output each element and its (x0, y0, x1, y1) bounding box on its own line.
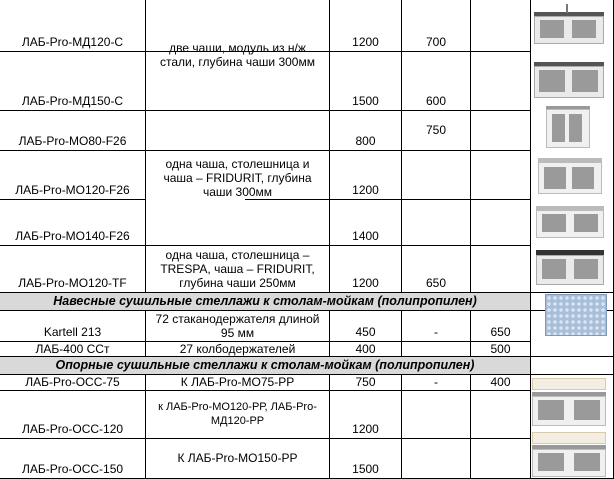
width-value: 1200 (352, 276, 379, 290)
depth-value: - (434, 325, 438, 339)
height-value: 500 (490, 341, 511, 356)
description: к ЛАБ-Pro-МО120-РР, ЛАБ-Pro-МД120-РР (158, 401, 317, 427)
width-value: 1200 (352, 422, 379, 436)
sink-image (534, 56, 604, 102)
section-header-hanging-racks: Навесные сушильные стеллажи к столам-мойкам (полипропилен) (0, 292, 530, 310)
product-code: ЛАБ-Pro-МД150-С (21, 94, 124, 108)
description: 72 стаканодержателя длиной 95 мм (155, 311, 320, 340)
product-code: ЛАБ-Pro-ОСС-120 (21, 422, 124, 436)
depth-value: 600 (425, 94, 447, 108)
width-value: 1500 (352, 94, 379, 108)
width-value: 1400 (352, 229, 379, 243)
description: К ЛАБ-Pro-МО150-РР (177, 451, 298, 465)
sink-rack-image (532, 432, 606, 476)
sink-image (538, 152, 602, 196)
product-code: ЛАБ-400 ССт (35, 341, 110, 356)
height-value: 400 (490, 375, 511, 389)
width-value: 400 (355, 341, 376, 356)
product-code: ЛАБ-Pro-МО80-F26 (18, 134, 127, 148)
height-value: 650 (490, 325, 511, 339)
sink-image (546, 104, 590, 148)
sink-image (534, 4, 604, 46)
sink-image (536, 248, 604, 288)
width-value: 800 (355, 134, 376, 148)
depth-value: - (434, 375, 438, 389)
description: одна чаша, столешница – TRESPA, чаша – FRIDURIT, глубина чаши 250мм (160, 247, 315, 290)
width-value: 1200 (352, 35, 379, 49)
description: К ЛАБ-Pro-МО75-РР (180, 375, 295, 389)
depth-value: 750 (425, 123, 447, 137)
product-code: ЛАБ-Pro-ОСС-75 (25, 375, 120, 389)
width-value: 750 (355, 375, 376, 389)
description: 27 колбодержателей (179, 341, 296, 356)
section-header-floor-racks: Опорные сушильные стеллажи к столам-мойкам (полипропилен) (0, 356, 530, 374)
width-value: 1500 (352, 462, 379, 476)
sink-rack-image (532, 378, 606, 426)
drying-rack-image (545, 294, 607, 336)
depth-value: 700 (425, 35, 447, 49)
product-code: ЛАБ-Pro-МО120-F26 (15, 183, 130, 197)
description: одна чаша, столешница и чаша – FRIDURIT, глубина чаши 300мм (163, 156, 312, 199)
depth-value: 650 (425, 276, 447, 290)
description: две чаши, модуль из н/ж стали, глубина чаши 300мм (160, 41, 315, 69)
product-code: ЛАБ-Pro-МО140-F26 (15, 229, 130, 243)
product-code: ЛАБ-Pro-МО120-TF (18, 276, 127, 290)
product-code: ЛАБ-Pro-ОСС-150 (21, 462, 124, 476)
width-value: 450 (355, 325, 376, 339)
product-code: ЛАБ-Pro-МД120-С (21, 35, 124, 49)
product-code: Kartell 213 (43, 325, 102, 339)
width-value: 1200 (352, 183, 379, 197)
sink-image (536, 204, 604, 240)
